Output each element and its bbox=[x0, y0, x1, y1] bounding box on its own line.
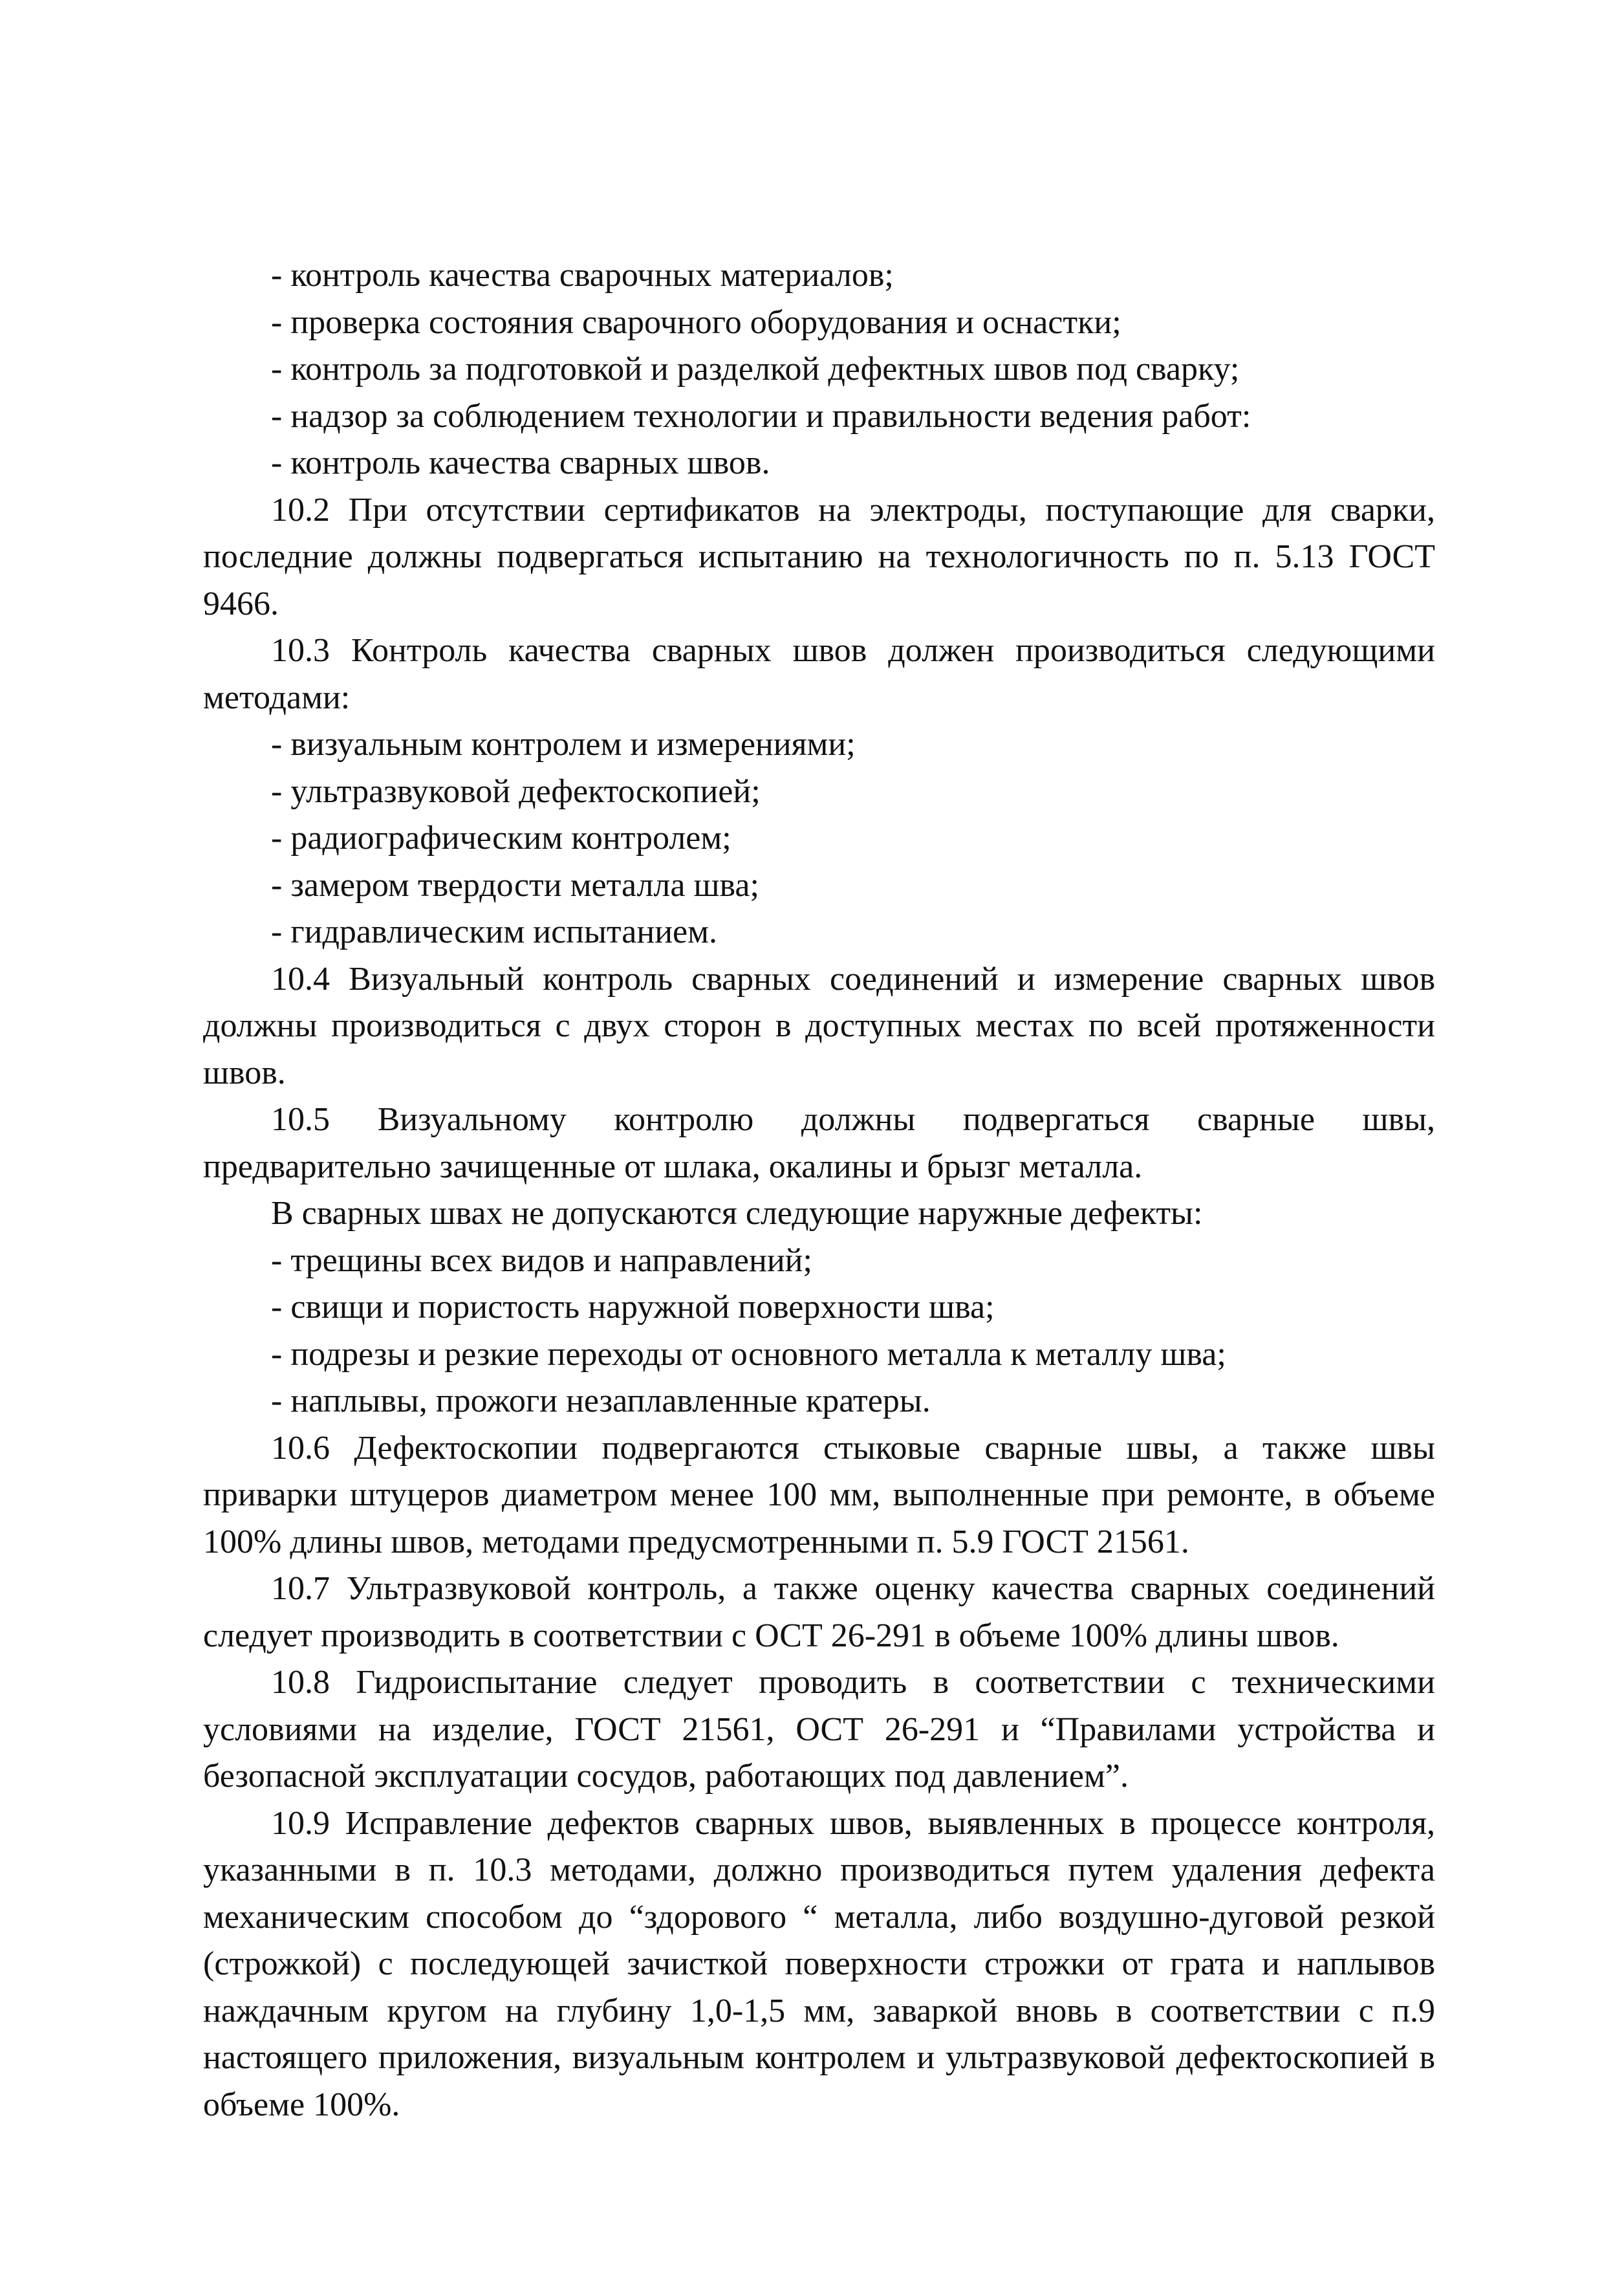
defects-list bbox=[203, 1238, 1435, 1425]
list-item: - наплывы, прожоги незаплавленные кратеры. bbox=[271, 1382, 931, 1419]
document-page bbox=[203, 252, 1435, 2128]
paragraph-10-4: 10.4 Визуальный контроль сварных соединений и измерение сварных швов должны производиться с двух сторон в доступных местах по всей протяженности швов. bbox=[203, 960, 1435, 1091]
list-item: - ультразвуковой дефектоскопией; bbox=[271, 772, 761, 810]
methods-list bbox=[203, 721, 1435, 956]
defects-intro: В сварных швах не допускаются следующие наружные дефекты: bbox=[271, 1195, 1203, 1232]
list-item: - трещины всех видов и направлений; bbox=[271, 1241, 812, 1279]
control-list bbox=[203, 252, 1435, 487]
paragraph-10-2: 10.2 При отсутствии сертификатов на электроды, поступающие для сварки, последние должны подвергаться испытанию на технологичность по п. 5.13 ГОСТ 9466. bbox=[203, 491, 1435, 622]
list-item: - свищи и пористость наружной поверхности шва; bbox=[271, 1289, 995, 1326]
list-item: - надзор за соблюдением технологии и правильности ведения работ: bbox=[271, 397, 1251, 435]
list-item: - замером твердости металла шва; bbox=[271, 866, 759, 904]
list-item: - контроль качества сварных швов. bbox=[271, 444, 770, 481]
list-item: - контроль за подготовкой и разделкой дефектных швов под сварку; bbox=[271, 351, 1240, 388]
paragraph-10-3: 10.3 Контроль качества сварных швов должен производиться следующими методами: bbox=[203, 632, 1435, 716]
paragraph-10-5: 10.5 Визуальному контролю должны подвергаться сварные швы, предварительно зачищенные от шлака, окалины и брызг металла. bbox=[203, 1101, 1435, 1185]
list-item: - проверка состояния сварочного оборудования и оснастки; bbox=[271, 303, 1121, 341]
paragraph-10-6: 10.6 Дефектоскопии подвергаются стыковые сварные швы, а также швы приварки штуцеров диаметром менее 100 мм, выполненные при ремонте, в объеме 100% длины швов, методами предусмотренными п. 5.9 ГОСТ 21561. bbox=[203, 1429, 1435, 1560]
paragraph-10-8: 10.8 Гидроиспытание следует проводить в соответствии с техническими условиями на изделие, ГОСТ 21561, ОСТ 26-291 и “Правилами устройства и безопасной эксплуатации сосудов, работающих под давлением”. bbox=[203, 1664, 1435, 1795]
paragraph-10-7: 10.7 Ультразвуковой контроль, а также оценку качества сварных соединений следует производить в соответствии с ОСТ 26-291 в объеме 100% длины швов. bbox=[203, 1570, 1435, 1654]
list-item: - радиографическим контролем; bbox=[271, 820, 731, 857]
list-item: - визуальным контролем и измерениями; bbox=[271, 726, 856, 763]
list-item: - гидравлическим испытанием. bbox=[271, 913, 718, 950]
list-item: - контроль качества сварочных материалов; bbox=[271, 257, 894, 294]
paragraph-10-9: 10.9 Исправление дефектов сварных швов, выявленных в процессе контроля, указанными в п. 10.3 методами, должно производиться путем удаления дефекта механическим способом до “здорового “ металла, либо воздушно-дуговой резкой (строжкой) с последующей зачисткой поверхности строжки от грата и наплывов наждачным кругом на глубину 1,0-1,5 мм, заваркой вновь в соответствии с п.9 настоящего приложения, визуальным контролем и ультразвуковой дефектоскопией в объеме 100%. bbox=[203, 1804, 1435, 2123]
list-item: - подрезы и резкие переходы от основного металла к металлу шва; bbox=[271, 1335, 1226, 1373]
